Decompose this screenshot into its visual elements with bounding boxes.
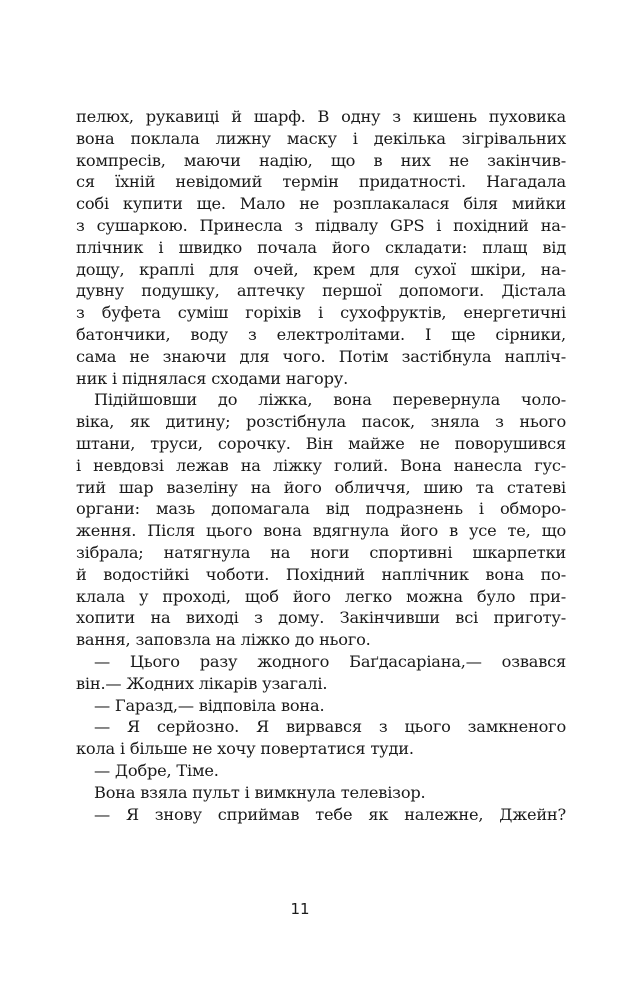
text-line: ження. Після цього вона вдягнула його в усе те, що [76, 521, 566, 541]
text-line: вона поклала лижну маску і декілька зігрівальних [76, 128, 566, 148]
text-line: ся їхній невідомий термін придатності. Нагадала [76, 172, 566, 192]
text-line: дощу, краплі для очей, крем для сухої шкіри, на- [76, 259, 566, 279]
text-line: з буфета суміш горіхів і сухофруктів, енергетичні [76, 303, 566, 323]
text-line: клала у проході, щоб його легко можна було при- [76, 586, 566, 606]
body-text [76, 106, 566, 825]
text-line: — Я серйозно. Я вирвався з цього замкненого [94, 717, 566, 737]
text-line: і невдовзі лежав на ліжку голий. Вона нанесла гус- [76, 455, 566, 475]
text-line: зібрала; натягнула на ноги спортивні шкарпетки [76, 542, 566, 562]
text-line: хопити на виході з дому. Закінчивши всі приготу- [76, 608, 566, 628]
text-line: він.— Жодних лікарів узагалі. [76, 673, 328, 693]
text-line: ник і піднялася сходами нагору. [76, 368, 349, 388]
text-line: органи: мазь допомагала від подразнень і обморо- [76, 499, 566, 519]
text-line: — Добре, Тіме. [94, 760, 219, 780]
text-line: вання, заповзла на ліжко до нього. [76, 630, 371, 650]
page-number: 11 [290, 900, 310, 918]
text-line: сама не знаючи для чого. Потім застібнула напліч- [76, 346, 566, 366]
text-line: з сушаркою. Принесла з підвалу GPS і похідний на- [76, 215, 566, 235]
text-line: — Я знову сприймав тебе як належне, Джейн? [94, 804, 566, 824]
text-line: й водостійкі чоботи. Похідний наплічник вона по- [76, 564, 566, 584]
text-line: дувну подушку, аптечку першої допомоги. Дістала [76, 281, 566, 301]
text-line: компресів, маючи надію, що в них не закінчив- [76, 150, 566, 170]
text-line: кола і більше не хочу повертатися туди. [76, 739, 414, 759]
text-line: тий шар вазеліну на його обличчя, шию та статеві [76, 477, 566, 497]
text-line: Вона взяла пульт і вимкнула телевізор. [94, 782, 426, 802]
text-line: собі купити ще. Мало не розплакалася біля мийки [76, 194, 566, 214]
text-line: батончики, воду з електролітами. І ще сірники, [76, 324, 566, 344]
text-line: плічник і швидко почала його складати: плащ від [76, 237, 566, 257]
text-line: віка, як дитину; розстібнула пасок, зняла з нього [76, 412, 566, 432]
text-line: пелюх, рукавиці й шарф. В одну з кишень пуховика [76, 107, 566, 126]
text-line: — Цього разу жодного Баґдасаріана,— озвався [94, 651, 566, 671]
text-line: штани, труси, сорочку. Він майже не поворушився [76, 433, 566, 453]
text-line: — Гаразд,— відповіла вона. [94, 695, 325, 715]
text-line: Підійшовши до ліжка, вона перевернула чоло- [94, 390, 566, 410]
